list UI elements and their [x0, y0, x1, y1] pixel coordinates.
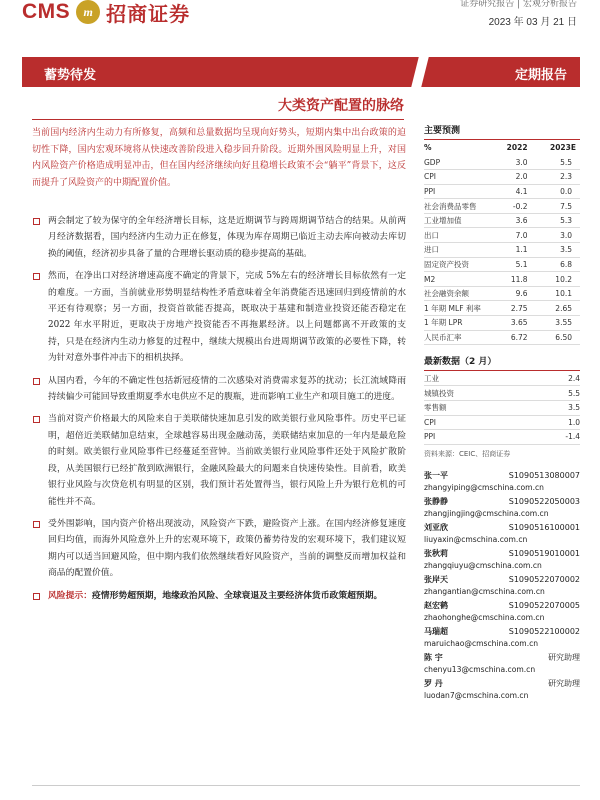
paragraph-text: 当前对资产价格最大的风险来自于美联储快速加息引发的欧美银行业风险事件。历史平已证明，超倍近美联储加息结束，全球越容易出现金融动荡，美联储结束加息的一年内是最危险的时刻。欧美银行业风险事件已经蔓延至营钟。当前欧美银行业风险事件还处于风险扩散阶段，从美国银行已经扩散到欧洲银行，金融风险最大的问题来自快速传染性。目前看，欧美银行业风险与次贷危机有明显的区别，我们预计若处置得当，银行风险上升为银行危机的可能性并不高。	[48, 414, 406, 507]
table-row	[424, 371, 580, 386]
table-row	[424, 243, 580, 258]
row-label: 1 年期 MLF 利率	[424, 301, 497, 316]
analyst-email[interactable]: chenyu13@cmschina.com.cn	[424, 665, 536, 674]
analyst-name: 刘亚欣	[424, 523, 448, 532]
cell-2022: 9.6	[497, 286, 542, 301]
table-row	[424, 286, 580, 301]
analyst-entry	[424, 574, 580, 597]
cell-2022: 3.6	[497, 213, 542, 228]
risk-text: 疫情形势超预期，地缘政治风险、全球衰退及主要经济体货币政策超预期。	[92, 590, 383, 601]
cell-2023e: 5.3	[542, 213, 580, 228]
row-label: GDP	[424, 155, 497, 170]
analyst-name: 张秋莉	[424, 549, 448, 558]
analyst-id: S1090522070005	[508, 601, 580, 610]
cell-2022: 5.1	[497, 257, 542, 272]
column-header: %	[424, 143, 432, 152]
body-paragraph	[32, 516, 406, 582]
header-ribbon	[22, 57, 580, 87]
row-value: 5.5	[529, 386, 580, 401]
ribbon-notch	[411, 57, 428, 87]
analyst-name: 陈 宇	[424, 653, 443, 662]
table-row	[424, 228, 580, 243]
table-row	[424, 257, 580, 272]
row-label: 人民币汇率	[424, 330, 497, 345]
table-row	[424, 386, 580, 401]
body-content	[32, 213, 406, 610]
table-row	[424, 430, 580, 445]
table-row	[424, 213, 580, 228]
risk-label: 风险提示：	[48, 590, 92, 601]
analyst-id: S1090516100001	[508, 523, 580, 532]
analyst-email[interactable]: zhangjingjing@cmschina.com.cn	[424, 509, 549, 518]
cell-2023e: 0.0	[542, 184, 580, 199]
cell-2022: 11.8	[497, 272, 542, 287]
cell-2022: 3.65	[497, 316, 542, 331]
cell-2022: 1.1	[497, 243, 542, 258]
row-label: CPI	[424, 170, 497, 185]
row-label: PPI	[424, 184, 497, 199]
logo-badge-icon: m	[76, 0, 100, 24]
analyst-name: 赵宏鹤	[424, 601, 448, 610]
cell-2023e: 2.65	[542, 301, 580, 316]
analyst-list	[424, 470, 580, 704]
table-row	[424, 415, 580, 430]
analyst-name: 张静静	[424, 497, 448, 506]
analyst-email[interactable]: zhangqiuyu@cmschina.com.cn	[424, 561, 542, 570]
analyst-role: 研究助理	[548, 653, 580, 662]
row-label: 固定资产投资	[424, 257, 497, 272]
row-label: 零售额	[424, 400, 529, 415]
row-label: 出口	[424, 228, 497, 243]
table-row	[424, 272, 580, 287]
risk-warning	[32, 588, 406, 604]
analyst-id: S1090519010001	[508, 549, 580, 558]
cell-2022: 2.75	[497, 301, 542, 316]
ribbon-report-type: 定期报告	[514, 68, 567, 83]
analyst-name: 马瑞超	[424, 627, 448, 636]
cell-2023e: 2.3	[542, 170, 580, 185]
body-paragraph	[32, 213, 406, 262]
row-label: 社会融资余额	[424, 286, 497, 301]
analyst-entry	[424, 548, 580, 571]
row-value: 2.4	[529, 371, 580, 386]
forecast-table	[424, 140, 580, 345]
bullet-square-icon	[33, 521, 40, 528]
analyst-email[interactable]: zhaohonghe@cmschina.com.cn	[424, 613, 545, 622]
column-header: 2022	[506, 143, 528, 152]
row-value: 3.5	[529, 400, 580, 415]
paragraph-text: 受外围影响，国内资产价格出现波动，风险资产下跌，避险资产上涨。在国内经济修复速度回归均值，而海外风险意外上升的宏观环境下，政策仍蓄势待发的宏观环境下，我们建议短期内可以适当回避风险，但中期内我们依然继续看好风险资产，当前的调整反而增加权益和商品的配置价值。	[48, 518, 406, 579]
sidebar	[424, 123, 580, 459]
analyst-id: S1090513080007	[508, 471, 580, 480]
footer-divider	[32, 785, 580, 786]
body-paragraph	[32, 373, 406, 406]
analyst-entry	[424, 470, 580, 493]
summary-paragraph: 当前国内经济内生动力有所修复，高频和总量数据均呈现向好势头，短期内集中出台政策的迫切性下降，国内宏观环境将从快速改善阶段进入稳步回升阶段。近期外围风险明显上升，对国内风险资产价格造成明显冲击，但在国内经济继续向好且稳增长政策不会“躺平”背景下，这反而提升了风险资产的中期配置价值。	[32, 128, 406, 188]
analyst-id: S1090522070002	[508, 575, 580, 584]
row-label: 工业	[424, 371, 529, 386]
logo	[22, 0, 190, 30]
cell-2023e: 10.2	[542, 272, 580, 287]
cell-2022: 4.1	[497, 184, 542, 199]
cell-2023e: 5.5	[542, 155, 580, 170]
cell-2023e: 10.1	[542, 286, 580, 301]
analyst-entry	[424, 496, 580, 519]
table-row	[424, 301, 580, 316]
analyst-name: 罗 丹	[424, 679, 443, 688]
cell-2023e: 7.5	[542, 199, 580, 214]
bullet-square-icon	[33, 593, 40, 600]
cell-2022: 6.72	[497, 330, 542, 345]
analyst-email[interactable]: liuyaxin@cmschina.com.cn	[424, 535, 528, 544]
row-value: -1.4	[529, 430, 580, 445]
ribbon-rating: 蓄势待发	[44, 68, 97, 83]
body-paragraph	[32, 411, 406, 509]
row-label: PPI	[424, 430, 529, 445]
paragraph-text: 两会制定了较为保守的全年经济增长目标，这是近期调节与跨周期调节结合的结果。从前两月经济数据看，国内经济内生动力正在修复，体现为库存周期已临近主动去库向被动去库切换的阈值，经济初步具备了量的合理增长驱动质的稳步提高的基础。	[48, 216, 406, 259]
analyst-email[interactable]: zhangyiping@cmschina.com.cn	[424, 483, 544, 492]
bullet-square-icon	[33, 416, 40, 423]
analyst-id: S1090522050003	[508, 497, 580, 506]
analyst-name: 张一平	[424, 471, 448, 480]
row-label: 1 年期 LPR	[424, 316, 497, 331]
analyst-id: S1090522100002	[508, 627, 580, 636]
table-row	[424, 316, 580, 331]
analyst-role: 研究助理	[548, 679, 580, 688]
table-header-row	[424, 140, 580, 155]
analyst-entry	[424, 678, 580, 701]
title-divider	[32, 119, 404, 120]
body-paragraph	[32, 268, 406, 366]
logo-company-name: 招商证券	[106, 1, 191, 26]
logo-cms-text: CMS	[22, 0, 71, 23]
report-category: 证券研究报告 | 宏观分析报告	[460, 0, 577, 9]
cell-2022: 2.0	[497, 170, 542, 185]
report-date: 2023 年 03 月 21 日	[488, 17, 577, 28]
table-row	[424, 155, 580, 170]
bullet-square-icon	[33, 273, 40, 280]
bullet-square-icon	[33, 378, 40, 385]
analyst-email[interactable]: zhangantian@cmschina.com.cn	[424, 587, 545, 596]
data-source: 资料来源：CEIC、招商证券	[424, 449, 511, 458]
latest-data-table	[424, 371, 580, 444]
bullet-square-icon	[33, 218, 40, 225]
column-header: 2023E	[550, 143, 576, 152]
cell-2023e: 6.50	[542, 330, 580, 345]
analyst-entry	[424, 600, 580, 623]
report-title: 大类资产配置的脉络	[278, 98, 404, 114]
paragraph-text: 从国内看，今年的不确定性包括新冠疫情的二次感染对消费需求复苏的扰动；长江流域降雨持续偏少可能回导致重期夏季水电供应不足的腹瓶，进而影响工业生产和项目施工的进度。	[48, 375, 406, 403]
table-row	[424, 330, 580, 345]
analyst-email[interactable]: luodan7@cmschina.com.cn	[424, 691, 529, 700]
row-label: 工业增加值	[424, 213, 497, 228]
cell-2022: 3.0	[497, 155, 542, 170]
cell-2023e: 6.8	[542, 257, 580, 272]
analyst-email[interactable]: maruichao@cmschina.com.cn	[424, 639, 539, 648]
latest-data-title: 最新数据（2 月）	[424, 354, 580, 371]
table-row	[424, 184, 580, 199]
cell-2023e: 3.5	[542, 243, 580, 258]
report-meta	[460, 0, 577, 28]
row-label: M2	[424, 272, 497, 287]
table-row	[424, 170, 580, 185]
analyst-name: 张岸天	[424, 575, 448, 584]
table-row	[424, 199, 580, 214]
analyst-entry	[424, 522, 580, 545]
row-label: CPI	[424, 415, 529, 430]
paragraph-text: 然而，在净出口对经济增速高度不确定的背景下，完成 5%左右的经济增长目标依然有一定的难度。一方面，当前就业形势明显结构性矛盾意味着全年消费能否迅速回归到疫情前的水平还有待观察；另一方面，投资首欲能否提高，既取决于基建和制造业投资还能否稳定在 2022 年水平附近，更取决于房地产投资能否不再拖累经济。以上问题都离不开政策的支持，只是在经济内生动力修复的过程中，继续大规模出台进周期调节政策的必要性下降，转为针对意外事件冲击下的相机抉择。	[48, 271, 406, 364]
analyst-entry	[424, 652, 580, 675]
row-label: 城镇投资	[424, 386, 529, 401]
cell-2023e: 3.55	[542, 316, 580, 331]
row-label: 进口	[424, 243, 497, 258]
analyst-entry	[424, 626, 580, 649]
forecast-title: 主要预测	[424, 123, 580, 140]
cell-2023e: 3.0	[542, 228, 580, 243]
row-value: 1.0	[529, 415, 580, 430]
table-row	[424, 400, 580, 415]
cell-2022: -0.2	[497, 199, 542, 214]
row-label: 社会消费品零售	[424, 199, 497, 214]
cell-2022: 7.0	[497, 228, 542, 243]
